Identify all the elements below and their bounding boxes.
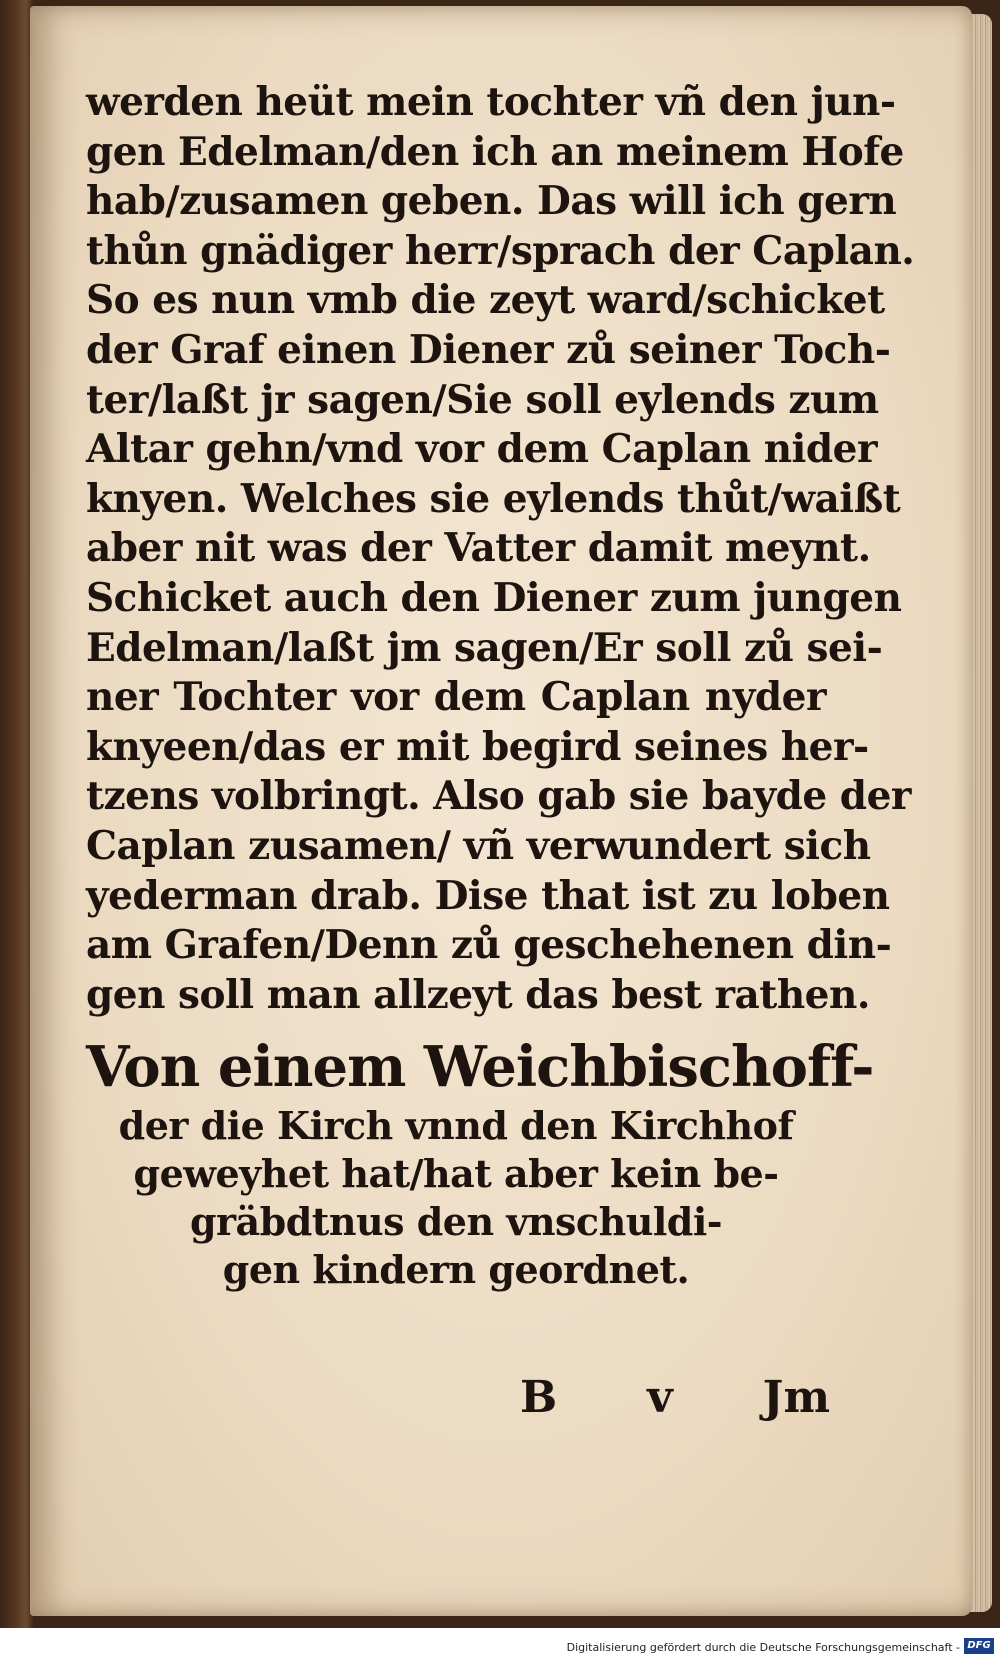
heading-subtitle-line: gen kindern geordnet. <box>222 1247 690 1292</box>
text-line: aber nit was der Vatter damit meynt. <box>86 525 871 572</box>
text-line: thůn gnädiger herr/sprach der Caplan. <box>86 227 915 274</box>
text-line: Edelman/laßt jm sagen/Er soll zů sei- <box>86 624 883 671</box>
section-heading <box>86 1032 874 1294</box>
text-line: der Graf einen Diener zů seiner Toch- <box>86 326 891 373</box>
text-line: ner Tochter vor dem Caplan nyder <box>86 674 826 721</box>
text-line: ter/laßt jr sagen/Sie soll eylends zum <box>86 376 879 423</box>
heading-title-line: Von einem Weichbischoff- <box>86 1034 874 1100</box>
signature-number: v <box>647 1372 673 1423</box>
text-line last-line: gen soll man allzeyt das best rathen. <box>86 971 870 1018</box>
heading-subtitle-line: der die Kirch vnnd den Kirchhof <box>118 1103 794 1148</box>
signature-letter: B <box>520 1372 558 1423</box>
text-line: Altar gehn/vnd vor dem Caplan nider <box>86 426 878 473</box>
funding-credit: Digitalisierung gefördert durch die Deutsche Forschungsgemeinschaft - <box>566 1641 960 1654</box>
text-line: So es nun vmb die zeyt ward/schicket <box>86 277 885 324</box>
body-text <box>86 78 915 1020</box>
text-line: knyen. Welches sie eylends thůt/waißt <box>86 475 901 522</box>
text-line: yederman drab. Dise that ist zu loben <box>86 872 890 919</box>
text-line: gen Edelman/den ich an meinem Hofe <box>86 128 904 175</box>
signature-and-catchword <box>520 1372 830 1423</box>
text-line: knyeen/das er mit begird seines her- <box>86 723 869 770</box>
text-line: Schicket auch den Diener zum jungen <box>86 574 902 621</box>
text-line: werden heüt mein tochter vñ den jun- <box>86 79 896 125</box>
heading-subtitle-line: gräbdtnus den vnschuldi- <box>189 1199 723 1244</box>
text-line: hab/zusamen geben. Das will ich gern <box>86 178 897 225</box>
text-line: am Grafen/Denn zů geschehenen din- <box>86 922 892 969</box>
dfg-logo: DFG <box>964 1638 994 1654</box>
text-line: tzens volbringt. Also gab sie bayde der <box>86 773 911 820</box>
catchword: Jm <box>762 1372 830 1423</box>
text-line: Caplan zusamen/ vñ verwundert sich <box>86 822 871 869</box>
heading-subtitle-line: geweyhet hat/hat aber kein be- <box>133 1151 779 1196</box>
